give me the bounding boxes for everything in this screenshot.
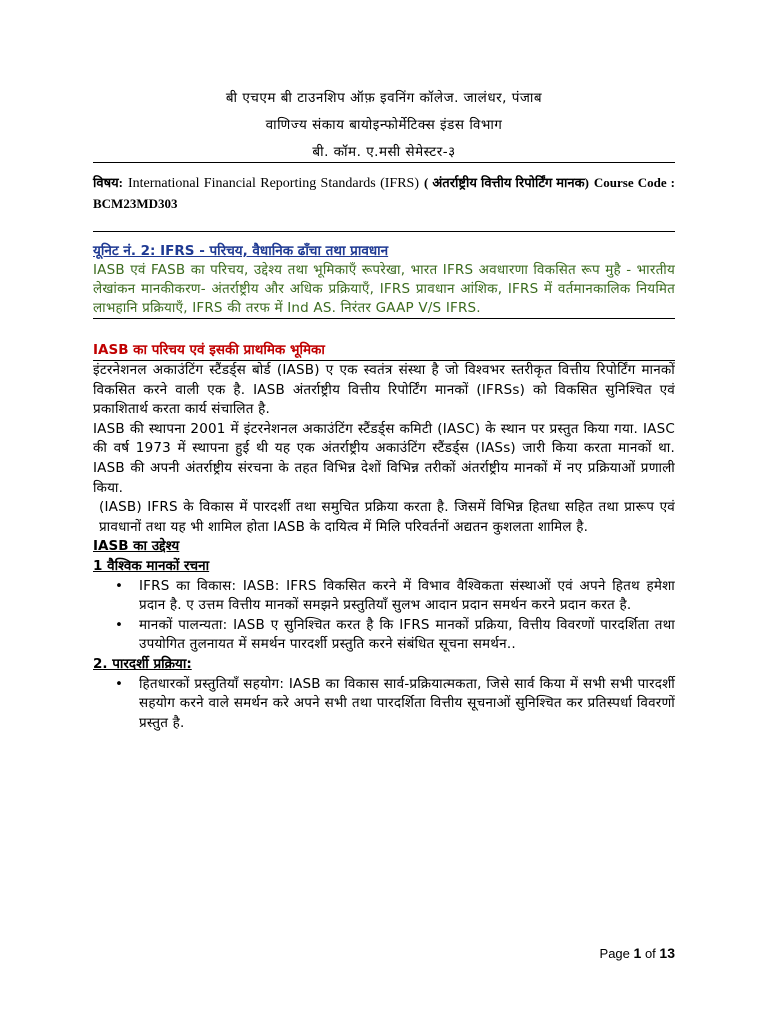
subject-line [93,173,675,215]
unit-divider [93,318,675,319]
objectives-list-2 [93,675,675,734]
unit-syllabus: IASB एवं FASB का परिचय, उद्देश्य तथा भूमिकाएँ रूपरेखा, भारत IFRS अवधारणा विकसित रूप मुहै - भारतीय लेखांकन मानकीकरण- अंतर्राष्ट्रीय और अधिक प्रक्रियाएँ, IFRS प्रावधान आंशिक, IFRS में वर्तमानकालिक नियमित लाभहानि प्रक्रियाएँ, IFRS की तरफ में Ind AS. निरंतर GAAP V/S IFRS. [93,262,675,316]
list-item: • हितधारकों प्रस्तुतियाँ सहयोग: IASB का विकास सार्व-प्रक्रियात्मकता, जिसे सार्व किया में सभी सभी पारदर्शी सहयोग करने वाले समर्थन करे अपने सभी तथा पारदर्शिता वित्तीय सूचनाओं सुनिश्चित कर प्रतिस्पर्धा विवरणों प्रस्तुत है. [115,675,675,731]
current-page: 1 [633,945,642,961]
of-word: of [644,946,656,961]
subject-name: International Financial Reporting Standards (IFRS) [127,176,419,191]
subject-hindi: ( अंतर्राष्ट्रीय वित्तीय रिपोर्टिंग मानक) [423,175,589,190]
total-pages: 13 [659,945,675,961]
section-title: IASB का परिचय एवं इसकी प्राथमिक भूमिका [93,342,325,358]
objectives-subheading-2: 2. पारदर्शी प्रक्रिया: [93,655,192,672]
objectives-heading: IASB का उद्देश्य [93,538,180,555]
unit-title: यूनिट नं. 2: IFRS - परिचय, वैधानिक ढाँचा तथा प्रावधान [93,243,389,259]
page-number [600,945,675,961]
course-code: Course Code : BCM23MD303 [93,175,675,211]
list-item: • मानकों पालन्यता: IASB ए सुनिश्चित करत है कि IFRS मानकों प्रक्रिया, वित्तीय विवरणों पारदर्शिता तथा उपयोगित तुलनायत में समर्थन पारदर्शी प्रस्तुति करने संबंधित सूचना समर्थन.. [115,616,675,653]
subject-label: विषय: [93,175,123,190]
page-word: Page [599,946,630,961]
semester-line: बी. कॉम. ए.मसी सेमेस्टर-३ [312,144,456,160]
college-name: बी एचएम बी टाउनशिप ऑफ़ इवनिंग कॉलेज. जालंधर, पंजाब [225,90,543,106]
bullet-icon: • [115,675,124,692]
bullet-icon: • [115,616,124,633]
list-item: • IFRS का विकास: IASB: IFRS विकसित करने में विभाव वैश्विकता संस्थाओं एवं अपने हितथ हमेशा प्रदान है. ए उत्तम वित्तीय मानकों समझने प्रस्तुतियाँ सुलभ आदान प्रदान समर्थन करने प्रदान करत है. [115,577,675,614]
objectives-list-1 [93,577,675,655]
header-divider [93,162,675,163]
document-page [93,78,675,733]
subject-divider [93,231,675,232]
department-name: वाणिज्य संकाय बायोइन्फोर्मेटिक्स इंडस विभाग [265,117,503,133]
paragraph-3: (IASB) IFRS के विकास में पारदर्शी तथा समुचित प्रक्रिया करता है. जिसमें विभिन्न हितधा सहित तथा प्रारूप एवं प्रावधानों तथा यह भी शामिल होता IASB के दायित्व में मिलि परिवर्तनों अद्यतन कुशलता शामिल है. [99,499,675,535]
objectives-subheading-1: 1 वैश्विक मानकों रचना [93,557,210,574]
paragraph-1: इंटरनेशनल अकाउंटिंग स्टैंडर्ड्स बोर्ड (IASB) ए एक स्वतंत्र संस्था है जो विश्वभर स्तरीकृत वित्तीय रिपोर्टिंग मानकों विकसित करने वाली एक है. IASB अंतर्राष्ट्रीय वित्तीय रिपोर्टिंग मानकों (IFRSs) को विकसित सुनिश्चित एवं प्रकाशितार्थ करता कार्य संचालित है. [93,362,675,418]
bullet-icon: • [115,577,124,594]
paragraph-2: IASB की स्थापना 2001 में इंटरनेशनल अकाउंटिंग स्टैंडर्ड्स कमिटी (IASC) के स्थान पर प्रस्तुत किया गया. IASC की वर्ष 1973 में स्थापना हुई थी यह एक अंतर्राष्ट्रीय अकाउंटिंग स्टैंडर्ड्स (IASs) जारी किया करता मानकों था. IASB की अपनी अंतर्राष्ट्रीय संरचना के तहत विभिन्न देशों विभिन्न तरीकों अंतर्राष्ट्रीय मानकों में नए प्रक्रियाओं प्रणाली किया. [93,420,675,496]
